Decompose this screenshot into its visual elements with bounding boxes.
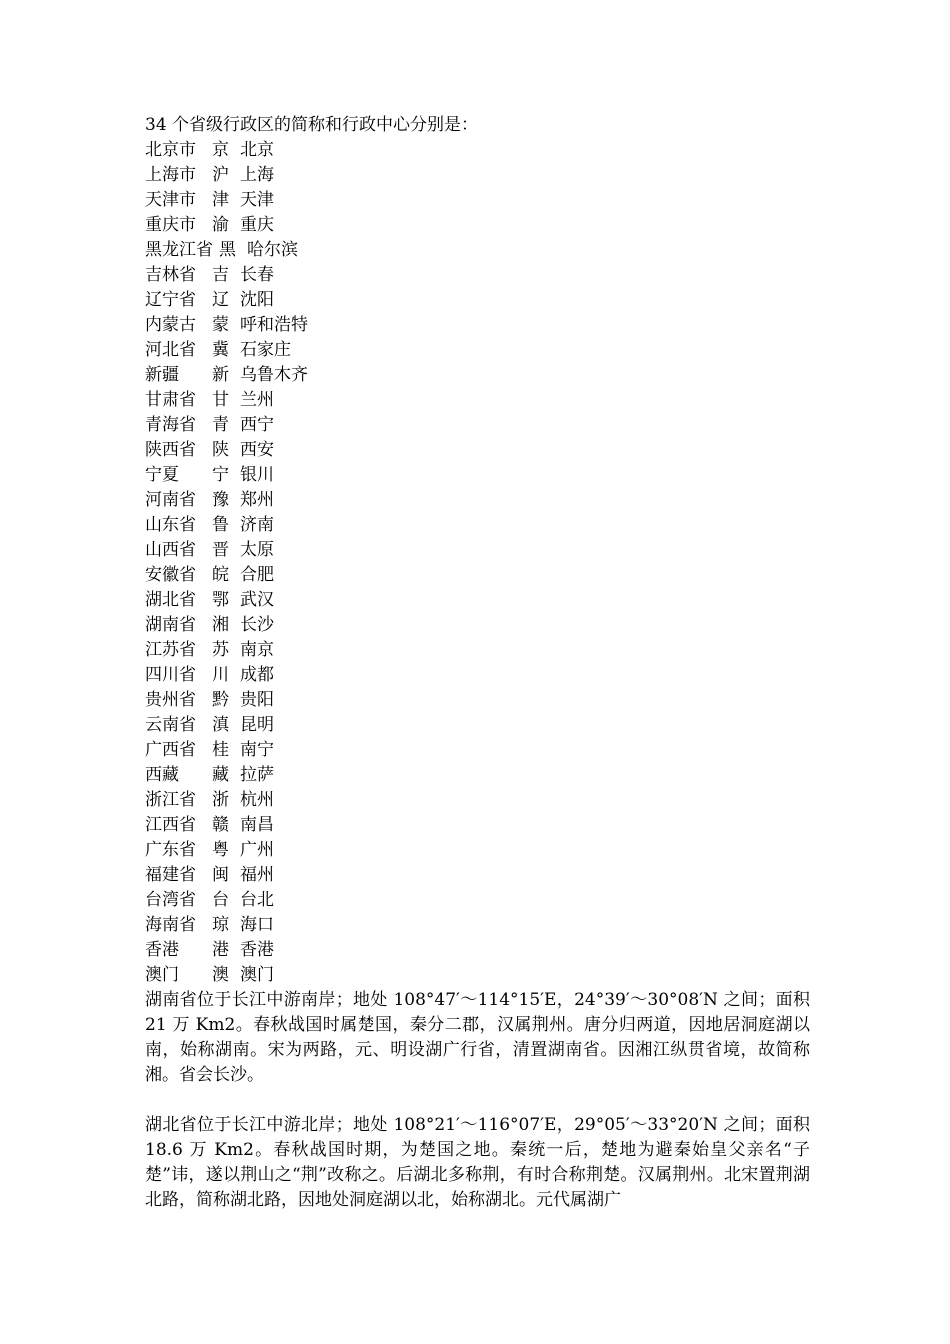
list-item	[145, 563, 810, 588]
province-capital: 长沙	[240, 615, 274, 635]
province-name: 宁夏	[145, 465, 179, 485]
province-capital: 福州	[240, 865, 274, 885]
list-item	[145, 188, 810, 213]
province-capital: 南京	[240, 640, 274, 660]
province-capital: 拉萨	[240, 765, 274, 785]
province-capital: 兰州	[240, 390, 274, 410]
province-capital: 乌鲁木齐	[240, 365, 308, 385]
province-capital: 成都	[240, 665, 274, 685]
province-name: 河北省	[145, 340, 196, 360]
province-name: 甘肃省	[145, 390, 196, 410]
province-capital: 银川	[240, 465, 274, 485]
list-item	[145, 663, 810, 688]
province-name: 福建省	[145, 865, 196, 885]
province-capital: 天津	[240, 190, 274, 210]
province-capital: 郑州	[240, 490, 274, 510]
province-capital: 贵阳	[240, 690, 274, 710]
province-list	[145, 138, 810, 988]
list-item	[145, 938, 810, 963]
province-name: 湖南省	[145, 615, 196, 635]
province-abbr: 浙	[212, 790, 229, 810]
province-capital: 上海	[240, 165, 274, 185]
province-capital: 哈尔滨	[247, 240, 298, 260]
list-item	[145, 738, 810, 763]
list-item	[145, 338, 810, 363]
list-item	[145, 688, 810, 713]
paragraph-gap	[145, 1088, 810, 1113]
province-abbr: 津	[212, 190, 229, 210]
list-item	[145, 588, 810, 613]
province-name: 四川省	[145, 665, 196, 685]
province-name: 辽宁省	[145, 290, 196, 310]
province-abbr: 宁	[212, 465, 229, 485]
list-item	[145, 888, 810, 913]
province-name: 内蒙古	[145, 315, 196, 335]
province-abbr: 沪	[212, 165, 229, 185]
province-name: 西藏	[145, 765, 179, 785]
province-capital: 武汉	[240, 590, 274, 610]
province-abbr: 赣	[212, 815, 229, 835]
province-name: 河南省	[145, 490, 196, 510]
province-name: 海南省	[145, 915, 196, 935]
province-abbr: 陕	[212, 440, 229, 460]
list-item	[145, 238, 810, 263]
province-name: 台湾省	[145, 890, 196, 910]
province-name: 吉林省	[145, 265, 196, 285]
province-name: 山东省	[145, 515, 196, 535]
list-item	[145, 863, 810, 888]
province-abbr: 青	[212, 415, 229, 435]
province-name: 浙江省	[145, 790, 196, 810]
list-item	[145, 913, 810, 938]
province-abbr: 甘	[212, 390, 229, 410]
province-abbr: 辽	[212, 290, 229, 310]
province-capital: 杭州	[240, 790, 274, 810]
province-capital: 北京	[240, 140, 274, 160]
province-abbr: 苏	[212, 640, 229, 660]
list-item	[145, 438, 810, 463]
province-name: 湖北省	[145, 590, 196, 610]
list-item	[145, 838, 810, 863]
list-item	[145, 288, 810, 313]
province-abbr: 黑	[219, 240, 236, 260]
province-capital: 海口	[240, 915, 274, 935]
province-name: 北京市	[145, 140, 196, 160]
list-item	[145, 388, 810, 413]
province-name: 江苏省	[145, 640, 196, 660]
province-name: 重庆市	[145, 215, 196, 235]
province-abbr: 闽	[212, 865, 229, 885]
list-item	[145, 638, 810, 663]
province-name: 陕西省	[145, 440, 196, 460]
province-abbr: 藏	[212, 765, 229, 785]
province-abbr: 鄂	[212, 590, 229, 610]
province-capital: 西宁	[240, 415, 274, 435]
province-abbr: 蒙	[212, 315, 229, 335]
province-abbr: 晋	[212, 540, 229, 560]
province-capital: 太原	[240, 540, 274, 560]
province-abbr: 鲁	[212, 515, 229, 535]
document-page	[145, 113, 810, 1213]
province-abbr: 新	[212, 365, 229, 385]
province-abbr: 冀	[212, 340, 229, 360]
province-name: 云南省	[145, 715, 196, 735]
list-item	[145, 163, 810, 188]
list-item	[145, 788, 810, 813]
province-capital: 南宁	[240, 740, 274, 760]
province-name: 山西省	[145, 540, 196, 560]
list-item	[145, 763, 810, 788]
province-abbr: 渝	[212, 215, 229, 235]
hunan-paragraph: 湖南省位于长江中游南岸；地处 108°47′～114°15′E，24°39′～30°08′N 之间；面积 21 万 Km2。春秋战国时属楚国，秦分二郡，汉属荆州。唐分归两道，因地居洞庭湖以南，始称湖南。宋为两路，元、明设湖广行省，清置湖南省。因湘江纵贯省境，故简称湘。省会长沙。	[145, 990, 810, 1085]
province-capital: 呼和浩特	[240, 315, 308, 335]
province-abbr: 黔	[212, 690, 229, 710]
province-abbr: 豫	[212, 490, 229, 510]
province-abbr: 澳	[212, 965, 229, 985]
province-abbr: 湘	[212, 615, 229, 635]
list-item	[145, 263, 810, 288]
province-name: 青海省	[145, 415, 196, 435]
list-item	[145, 538, 810, 563]
province-capital: 沈阳	[240, 290, 274, 310]
province-capital: 石家庄	[240, 340, 291, 360]
province-capital: 昆明	[240, 715, 274, 735]
list-heading: 34 个省级行政区的简称和行政中心分别是：	[145, 115, 479, 135]
province-abbr: 京	[212, 140, 229, 160]
province-abbr: 港	[212, 940, 229, 960]
province-name: 安徽省	[145, 565, 196, 585]
province-capital: 合肥	[240, 565, 274, 585]
list-item	[145, 613, 810, 638]
list-item	[145, 313, 810, 338]
province-name: 江西省	[145, 815, 196, 835]
province-name: 澳门	[145, 965, 179, 985]
province-abbr: 吉	[212, 265, 229, 285]
province-abbr: 川	[212, 665, 229, 685]
list-item	[145, 713, 810, 738]
province-capital: 济南	[240, 515, 274, 535]
list-item	[145, 463, 810, 488]
province-abbr: 桂	[212, 740, 229, 760]
list-item	[145, 963, 810, 988]
hubei-paragraph: 湖北省位于长江中游北岸；地处 108°21′～116°07′E，29°05′～33°20′N 之间；面积 18.6 万 Km2。春秋战国时期，为楚国之地。秦统一后，楚地为避秦始皇父亲名“子楚”讳，遂以荆山之“荆”改称之。后湖北多称荆，有时合称荆楚。汉属荆州。北宋置荆湖北路，简称湖北路，因地处洞庭湖以北，始称湖北。元代属湖广	[145, 1115, 810, 1210]
province-name: 上海市	[145, 165, 196, 185]
province-capital: 西安	[240, 440, 274, 460]
list-item	[145, 813, 810, 838]
province-abbr: 琼	[212, 915, 229, 935]
province-abbr: 粤	[212, 840, 229, 860]
province-name: 黑龙江省	[145, 240, 213, 260]
list-item	[145, 213, 810, 238]
list-item	[145, 513, 810, 538]
province-name: 广西省	[145, 740, 196, 760]
list-item	[145, 488, 810, 513]
province-abbr: 台	[212, 890, 229, 910]
province-name: 贵州省	[145, 690, 196, 710]
list-item	[145, 363, 810, 388]
list-item	[145, 138, 810, 163]
province-name: 香港	[145, 940, 179, 960]
province-abbr: 滇	[212, 715, 229, 735]
province-capital: 长春	[240, 265, 274, 285]
province-name: 天津市	[145, 190, 196, 210]
province-capital: 重庆	[240, 215, 274, 235]
province-capital: 南昌	[240, 815, 274, 835]
province-name: 新疆	[145, 365, 179, 385]
list-item	[145, 413, 810, 438]
province-name: 广东省	[145, 840, 196, 860]
province-capital: 台北	[240, 890, 274, 910]
province-capital: 澳门	[240, 965, 274, 985]
province-capital: 广州	[240, 840, 274, 860]
province-abbr: 皖	[212, 565, 229, 585]
province-capital: 香港	[240, 940, 274, 960]
